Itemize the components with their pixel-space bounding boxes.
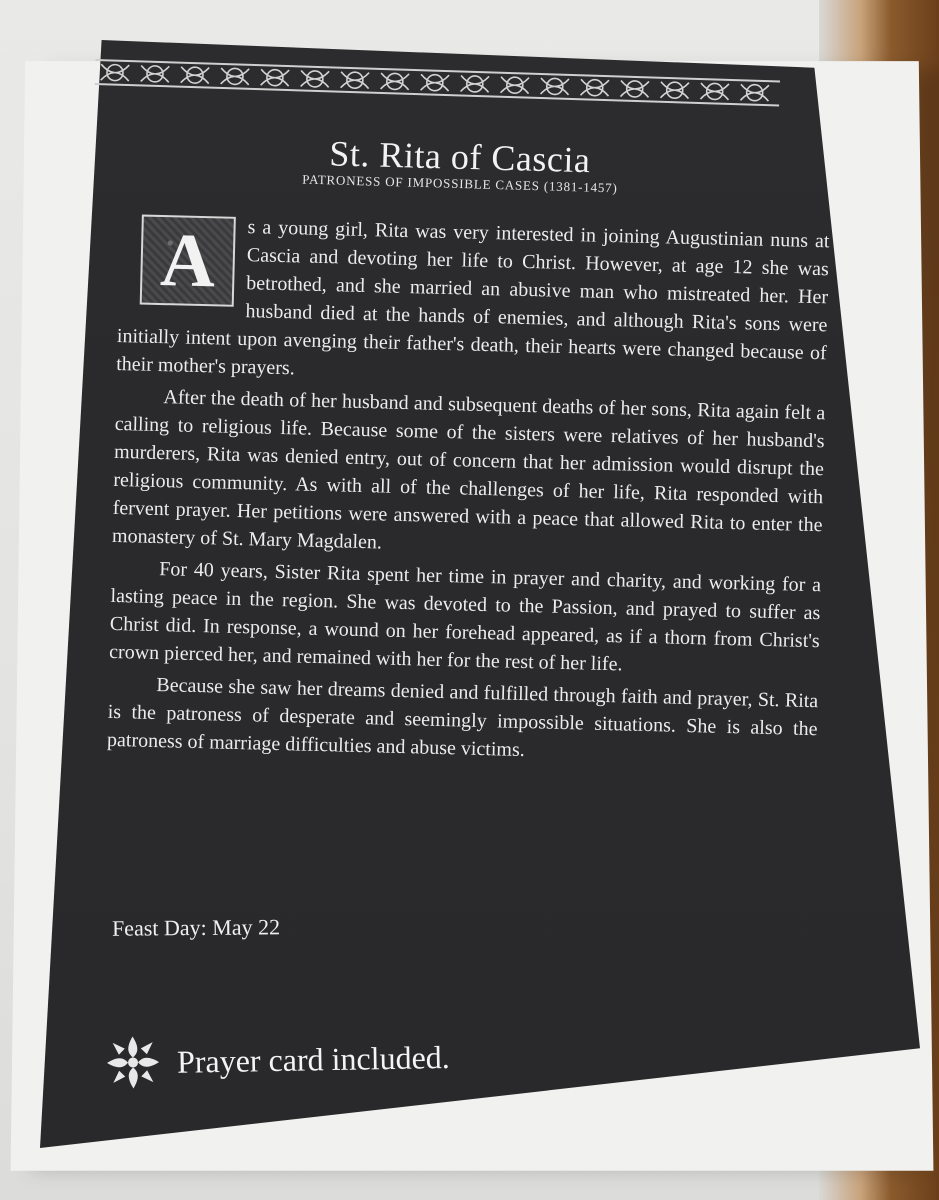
border-motif-scroll (541, 78, 569, 95)
border-motif-scroll (620, 81, 648, 98)
fleuron-icon (105, 1034, 162, 1091)
subtitle: PATRONESS OF IMPOSSIBLE CASES (1381-1457) (302, 171, 618, 196)
ornamental-border-pattern (94, 52, 780, 113)
paragraph-1: s a young girl, Rita was very interested in joining Augustinian nuns at Cascia and devoting her life to Christ. However, at age 12 she was betrothed, and she married an abusive man who mistreated her. Her husband died at the hands of enemies, and although Rita's sons were initially intent upon avenging their father's death, their hearts were changed because of their mother's prayers. (115, 216, 830, 380)
drop-cap-initial: A (140, 215, 236, 307)
border-motif-scroll (700, 83, 728, 100)
prayer-card-label: Prayer card included. (176, 1038, 451, 1080)
border-motif-scroll (261, 69, 289, 86)
border-motif-scroll (581, 79, 609, 96)
border-motif-scroll (301, 70, 329, 87)
page-title: St. Rita of Cascia (328, 133, 591, 181)
border-motif-scroll (740, 84, 768, 101)
border-motif-scroll (221, 68, 249, 85)
border-motif-scroll (141, 65, 169, 82)
feast-day: Feast Day: May 22 (111, 914, 281, 941)
paragraph-4: Because she saw her dreams denied and fulfilled through faith and prayer, St. Rita is the patroness of desperate and seemingly impossible situations. She is also the patroness of marriage difficulties and abuse victims. (106, 674, 819, 762)
border-motif-scroll (660, 82, 688, 99)
prayer-card-note (105, 1029, 451, 1091)
border-motif-scroll (101, 64, 129, 81)
border-motif-scroll (381, 73, 409, 90)
paragraph-3: For 40 years, Sister Rita spent her time in prayer and charity, and working for a lasting peace in the region. She was devoted to the Passion, and prayed to suffer as Christ did. In response, a wound on her forehead appeared, as if a thorn from Christ's crown pierced her, and remained with her for the rest of her life. (108, 558, 822, 676)
border-motif-scroll (181, 67, 209, 84)
border-motif-scroll (461, 76, 489, 93)
border-motif-scroll (501, 77, 529, 94)
paragraph-2: After the death of her husband and subsequent deaths of her sons, Rita again felt a calling to religious life. Because some of the sisters were relatives of her husband's murderers, Rita was denied entry, out of concern that her admission would disrupt the religious community. As with all of the challenges of her life, Rita responded with fervent prayer. Her petitions were answered with a peace that allowed Rita to enter the monastery of St. Mary Magdalen. (111, 386, 826, 554)
border-motif-scroll (341, 72, 369, 89)
biography-text (103, 210, 830, 917)
border-motif-scroll (421, 74, 449, 91)
